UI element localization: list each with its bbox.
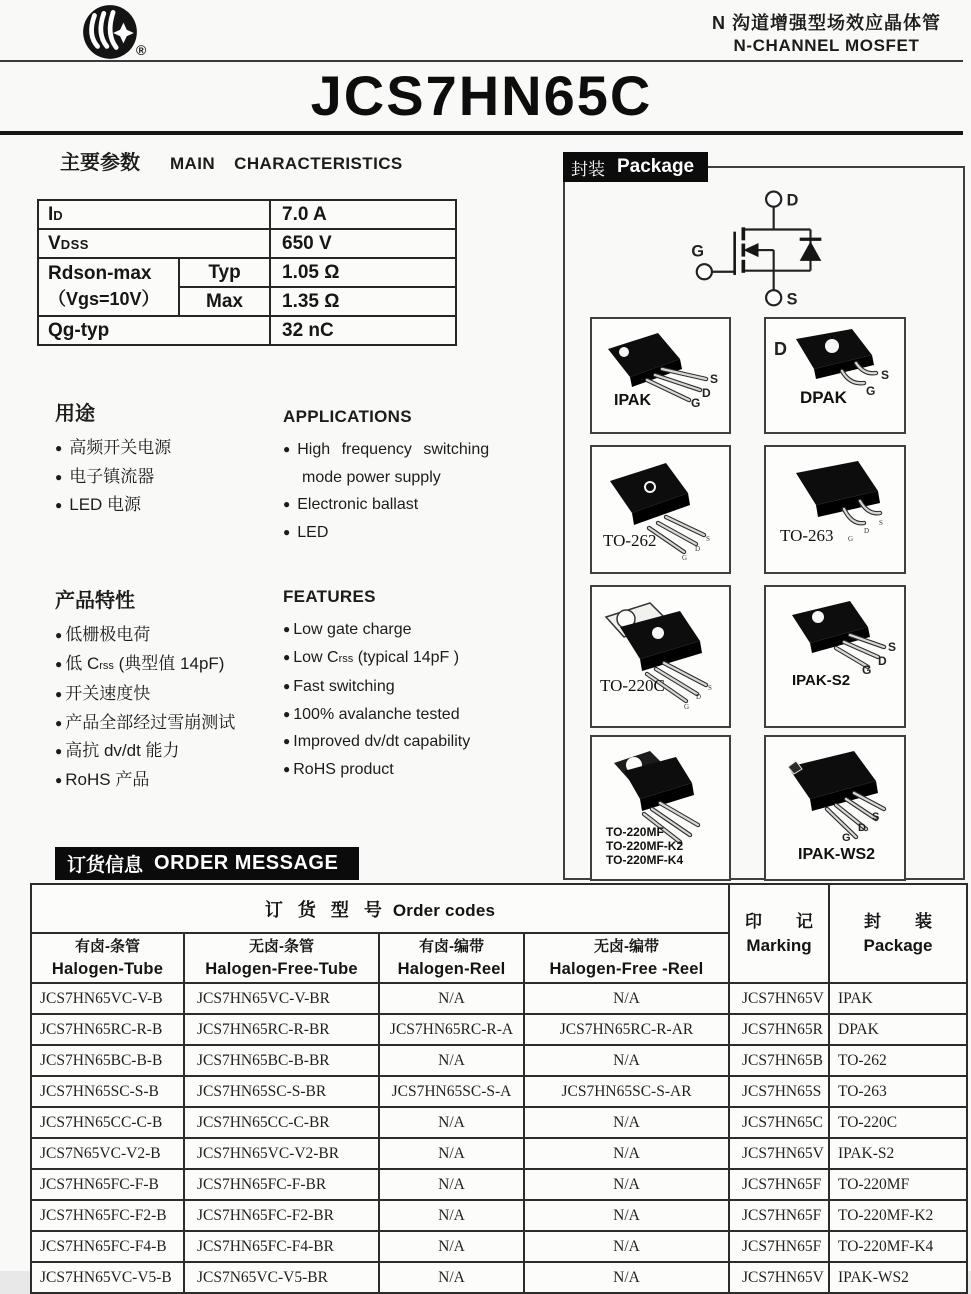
pin-label: D — [864, 527, 870, 535]
bullet-icon: ● — [55, 715, 63, 730]
pin-label: S — [881, 368, 890, 382]
features-cn-section — [55, 584, 280, 794]
typ-label: Typ — [179, 258, 270, 287]
column-header-halogen-free-tube: 无卤-条管 Halogen-Free-Tube — [184, 933, 379, 983]
pin-label: G — [862, 663, 872, 677]
heading-en: MAIN CHARACTERISTICS — [170, 154, 403, 173]
list-item: ● Low Crss (typical 14pF ) — [283, 648, 460, 666]
brand-logo-icon — [78, 2, 142, 64]
package-name: IPAK-S2 — [792, 672, 851, 689]
package-label-cn: 封装 — [571, 159, 605, 179]
list-item: ● Fast switching — [283, 678, 395, 695]
bullet-icon: ● — [55, 772, 63, 787]
list-item: ● RoHS product — [283, 760, 394, 778]
pin-label: G — [684, 703, 690, 711]
list-item: ● Improved dv/dt capability — [283, 733, 471, 750]
order-row: JCS7N65VC-V2-B JCS7HN65VC-V2-BR N/A N/A JCS7HN65V IPAK-S2 — [31, 1138, 967, 1169]
pin-label: G — [842, 832, 851, 844]
package-name: TO-220MF — [606, 825, 664, 839]
applications-heading-cn: 用途 — [55, 403, 95, 425]
bullet-icon: ● — [283, 442, 291, 456]
list-item: ● 高抗 dv/dt 能力 — [55, 741, 180, 760]
param-qg: Qg-typ — [38, 316, 270, 345]
package-box-ipak — [590, 317, 731, 434]
package-box-ipak-ws2 — [764, 735, 906, 881]
order-table — [30, 883, 968, 1294]
param-id: ID — [38, 200, 270, 229]
list-item: mode power supply — [302, 468, 441, 486]
features-heading-cn: 产品特性 — [55, 590, 135, 612]
param-rdson: Rdson-max （Vgs=10V） — [38, 258, 179, 316]
title-rule — [0, 131, 963, 135]
features-heading-en: FEATURES — [283, 587, 376, 606]
order-row: JCS7HN65VC-V5-B JCS7N65VC-V5-BR N/A N/A JCS7HN65V IPAK-WS2 — [31, 1262, 967, 1293]
list-item: ● 高频开关电源 — [55, 438, 172, 457]
pin-label: D — [695, 545, 701, 553]
param-qg-value: 32 nC — [270, 316, 456, 345]
pin-label: S — [708, 684, 712, 692]
bullet-icon: ● — [283, 649, 291, 664]
package-box-ipak-s2 — [764, 585, 906, 728]
pin-label: G — [866, 384, 876, 398]
package-panel — [563, 156, 965, 880]
package-name: DPAK — [800, 388, 847, 407]
order-row: JCS7HN65FC-F-B JCS7HN65FC-F-BR N/A N/A JCS7HN65F TO-220MF — [31, 1169, 967, 1200]
bullet-icon: ● — [283, 761, 291, 776]
list-item: ● High frequency switching — [283, 441, 490, 458]
column-header-halogen-reel: 有卤-编带 Halogen-Reel — [379, 933, 524, 983]
order-row: JCS7HN65FC-F2-B JCS7HN65FC-F2-BR N/A N/A JCS7HN65F TO-220MF-K2 — [31, 1200, 967, 1231]
order-row: JCS7HN65FC-F4-B JCS7HN65FC-F4-BR N/A N/A JCS7HN65F TO-220MF-K4 — [31, 1231, 967, 1262]
pin-label: G — [848, 535, 854, 543]
pin-label: D — [878, 654, 887, 668]
package-column-header: 封 装 Package — [829, 884, 967, 983]
package-name: TO-262 — [603, 531, 657, 550]
list-item: ● 100% avalanche tested — [283, 705, 460, 723]
bullet-icon: ● — [283, 734, 291, 748]
list-item: ● 低栅极电荷 — [55, 625, 151, 644]
bullet-icon: ● — [55, 469, 63, 484]
order-message-en: ORDER MESSAGE — [154, 852, 339, 874]
max-value: 1.35 Ω — [270, 287, 456, 316]
pin-label: G — [691, 396, 701, 410]
mosfet-symbol-icon — [673, 184, 857, 314]
main-characteristics-heading — [60, 146, 403, 175]
table-row — [38, 229, 456, 258]
package-name: TO-220MF-K2 — [606, 839, 684, 853]
pin-label: S — [710, 372, 719, 386]
order-row: JCS7HN65SC-S-B JCS7HN65SC-S-BR JCS7HN65SC-S-A JCS7HN65SC-S-AR JCS7HN65S TO-263 — [31, 1076, 967, 1107]
order-codes-group-header: 订 货 型 号 Order codes — [31, 884, 729, 933]
column-header-halogen-tube: 有卤-条管 Halogen-Tube — [31, 933, 184, 983]
order-row: JCS7HN65BC-B-B JCS7HN65BC-B-BR N/A N/A JCS7HN65B TO-262 — [31, 1045, 967, 1076]
package-box-dpak — [764, 317, 906, 434]
bullet-icon: ● — [55, 744, 63, 758]
package-name: TO-220C — [600, 676, 665, 695]
list-item: ● 开关速度快 — [55, 684, 151, 703]
heading-cn: 主要参数 — [60, 152, 140, 174]
list-item: ● 电子镇流器 — [55, 466, 155, 486]
package-name: IPAK — [614, 392, 652, 409]
param-vdss: VDSS — [38, 229, 270, 258]
pin-label: D — [774, 339, 787, 359]
param-vdss-value: 650 V — [270, 229, 456, 258]
pin-label: S — [872, 811, 880, 823]
applications-en-section — [283, 407, 548, 546]
order-message-label — [55, 847, 359, 880]
max-label: Max — [179, 287, 270, 316]
bullet-icon: ● — [55, 687, 63, 701]
list-item: ● RoHS 产品 — [55, 769, 150, 789]
bullet-icon: ● — [283, 524, 291, 539]
package-box-to262 — [590, 445, 731, 574]
order-row: JCS7HN65CC-C-B JCS7HN65CC-C-BR N/A N/A JCS7HN65C TO-220C — [31, 1107, 967, 1138]
pin-label-d: D — [786, 191, 799, 210]
list-item: ● 产品全部经过雪崩测试 — [55, 712, 236, 732]
header-subtitle — [712, 12, 941, 56]
list-item: ● Low gate charge — [283, 621, 412, 638]
package-box-to220mf — [590, 735, 731, 881]
pin-label: S — [888, 640, 897, 654]
bullet-icon: ● — [283, 497, 291, 511]
pin-label-g: G — [691, 242, 704, 261]
pin-label: G — [682, 554, 688, 562]
bullet-icon: ● — [283, 706, 291, 721]
bullet-icon: ● — [55, 628, 63, 642]
list-item: ● LED — [283, 523, 329, 541]
header-subtitle-en: N-CHANNEL MOSFET — [733, 35, 920, 55]
pin-label: S — [706, 535, 710, 543]
table-row — [38, 200, 456, 229]
pin-label: D — [696, 693, 702, 701]
pin-label: D — [858, 822, 866, 834]
list-item: ● Electronic ballast — [283, 496, 419, 513]
pin-label-s: S — [786, 290, 798, 309]
package-box-to263 — [764, 445, 906, 574]
list-item: ● LED 电源 — [55, 495, 142, 514]
order-row: JCS7HN65VC-V-B JCS7HN65VC-V-BR N/A N/A JCS7HN65V IPAK — [31, 983, 967, 1014]
characteristics-table — [37, 199, 457, 346]
marking-column-header: 印 记 Marking — [729, 884, 829, 983]
pin-label: S — [879, 519, 883, 527]
bullet-icon: ● — [55, 498, 63, 512]
param-id-value: 7.0 A — [270, 200, 456, 229]
pin-label: D — [702, 386, 711, 400]
features-en-section — [283, 587, 553, 783]
typ-value: 1.05 Ω — [270, 258, 456, 287]
bullet-icon: ● — [55, 656, 63, 671]
package-name: TO-220MF-K4 — [606, 853, 684, 867]
package-name: TO-263 — [780, 526, 834, 545]
bullet-icon: ● — [55, 441, 63, 455]
package-box-to220c — [590, 585, 731, 728]
package-label-en: Package — [617, 156, 695, 177]
header-subtitle-cn: N 沟道增强型场效应晶体管 — [712, 13, 941, 33]
column-header-halogen-free-reel: 无卤-编带 Halogen-Free -Reel — [524, 933, 729, 983]
table-row — [38, 316, 456, 345]
registered-mark: ® — [136, 42, 147, 58]
order-row: JCS7HN65RC-R-B JCS7HN65RC-R-BR JCS7HN65RC-R-A JCS7HN65RC-R-AR JCS7HN65R DPAK — [31, 1014, 967, 1045]
package-name: IPAK-WS2 — [798, 846, 876, 863]
list-item: ● 低 Crss (典型值 14pF) — [55, 653, 225, 673]
applications-heading-en: APPLICATIONS — [283, 407, 412, 426]
table-row — [38, 258, 456, 287]
package-panel-label — [563, 152, 708, 182]
applications-cn-section — [55, 397, 270, 520]
part-number-title: JCS7HN65C — [310, 64, 653, 127]
header-rule — [0, 60, 963, 62]
bullet-icon: ● — [283, 679, 291, 693]
bullet-icon: ● — [283, 622, 291, 636]
order-message-cn: 订货信息 — [67, 855, 144, 876]
